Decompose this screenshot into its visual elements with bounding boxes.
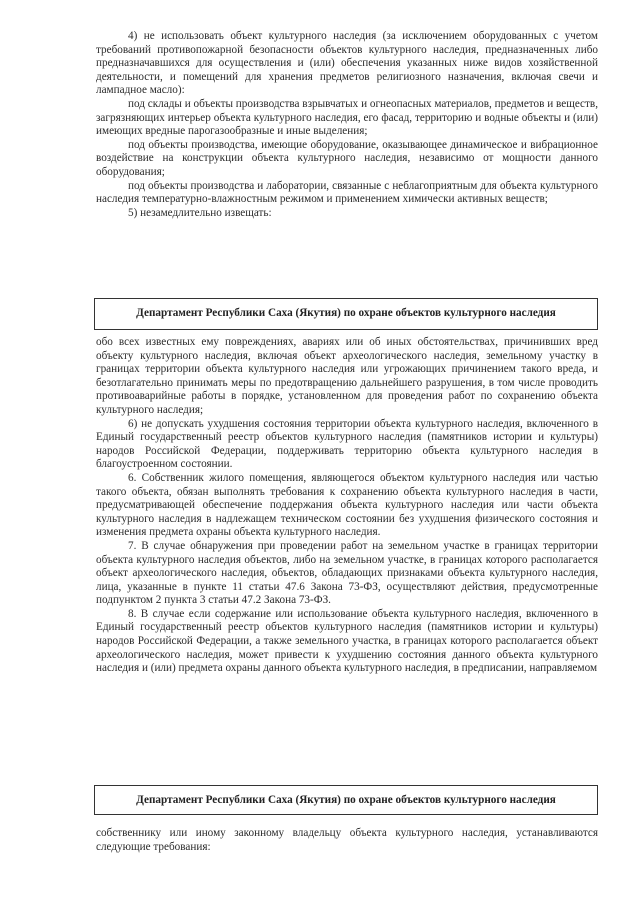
paragraph: собственнику или иному законному владельцу объекта культурного наследия, устанавливаются следующие требования: <box>96 827 598 853</box>
paragraph: обо всех известных ему повреждениях, авариях или об иных обстоятельствах, причинивших вред объекту культурного наследия, включая объект археологического наследия, земельному участку в границах территории объекта культурного наследия или угрожающих причинением такого вреда, и безотлагательно принимать меры по предотвращению дальнейшего разрушения, в том числе проводить противоаварийные работы в порядке, установленном для проведения работ по сохранению объекта культурного наследия; <box>96 336 598 416</box>
paragraph: 8. В случае если содержание или использование объекта культурного наследия, включенного в Единый государственный реестр объектов культурного наследия (памятников истории и культуры) народов Российской Федерации, а также земельного участка, в границах которого располагается объект археологического наследия, может привести к ухудшению состояния данного объекта культурного наследия и (или) предмета охраны данного объекта культурного наследия, в предписании, направляемом <box>96 607 598 675</box>
paragraph: 6) не допускать ухудшения состояния территории объекта культурного наследия, включенного в Единый государственный реестр объектов культурного наследия (памятников истории и культуры) народов Российской Федерации, поддерживать территорию объекта культурного наследия в благоустроенном состоянии. <box>96 417 598 471</box>
paragraph: 5) незамедлительно извещать: <box>128 206 272 219</box>
paragraph: 7. В случае обнаружения при проведении работ на земельном участке в границах территории объекта культурного наследия объектов, либо на земельном участке, в границах которого располагается объект археологического наследия, объектов, обладающих признаками объекта культурного наследия, лица, указанные в пункте 11 статьи 47.6 Закона 73-ФЗ, осуществляют действия, предусмотренные подпунктом 2 пункта 3 статьи 47.2 Закона 73-ФЗ. <box>96 539 598 607</box>
paragraph: под объекты производства, имеющие оборудование, оказывающее динамическое и вибрационное воздействие на конструкции объекта культурного наследия, независимо от мощности данного оборудования; <box>96 138 598 178</box>
text-section-middle <box>96 336 598 676</box>
department-banner: Департамент Республики Саха (Якутия) по охране объектов культурного наследия <box>94 298 598 330</box>
paragraph: 4) не использовать объект культурного наследия (за исключением оборудованных с учетом требований противопожарной безопасности объектов культурного наследия, предназначенных либо предназначавшихся для осуществления и (или) обеспечения указанных ниже видов хозяйственной деятельности, и помещений для хранения предметов религиозного назначения, включая свечи и лампадное масло): <box>96 30 598 97</box>
department-banner: Департамент Республики Саха (Якутия) по охране объектов культурного наследия <box>94 785 598 815</box>
text-section-top <box>96 30 598 220</box>
paragraph: под склады и объекты производства взрывчатых и огнеопасных материалов, предметов и веществ, загрязняющих интерьер объекта культурного наследия, его фасад, территорию и водные объекты и (или) имеющих вредные парогазообразные и иные выделения; <box>96 97 598 138</box>
paragraph: под объекты производства и лаборатории, связанные с неблагоприятным для объекта культурного наследия температурно-влажностным режимом и применением химически активных веществ; <box>96 179 598 206</box>
paragraph: 6. Собственник жилого помещения, являющегося объектом культурного наследия или частью такого объекта, обязан выполнять требования к сохранению объекта культурного наследия в части, предусматривающей обеспечение поддержания объекта культурного наследия или части объекта культурного наследия в надлежащем техническом состоянии без ухудшения физического состояния и изменения предмета охраны объекта культурного наследия. <box>96 471 598 539</box>
text-section-bottom <box>96 827 598 854</box>
